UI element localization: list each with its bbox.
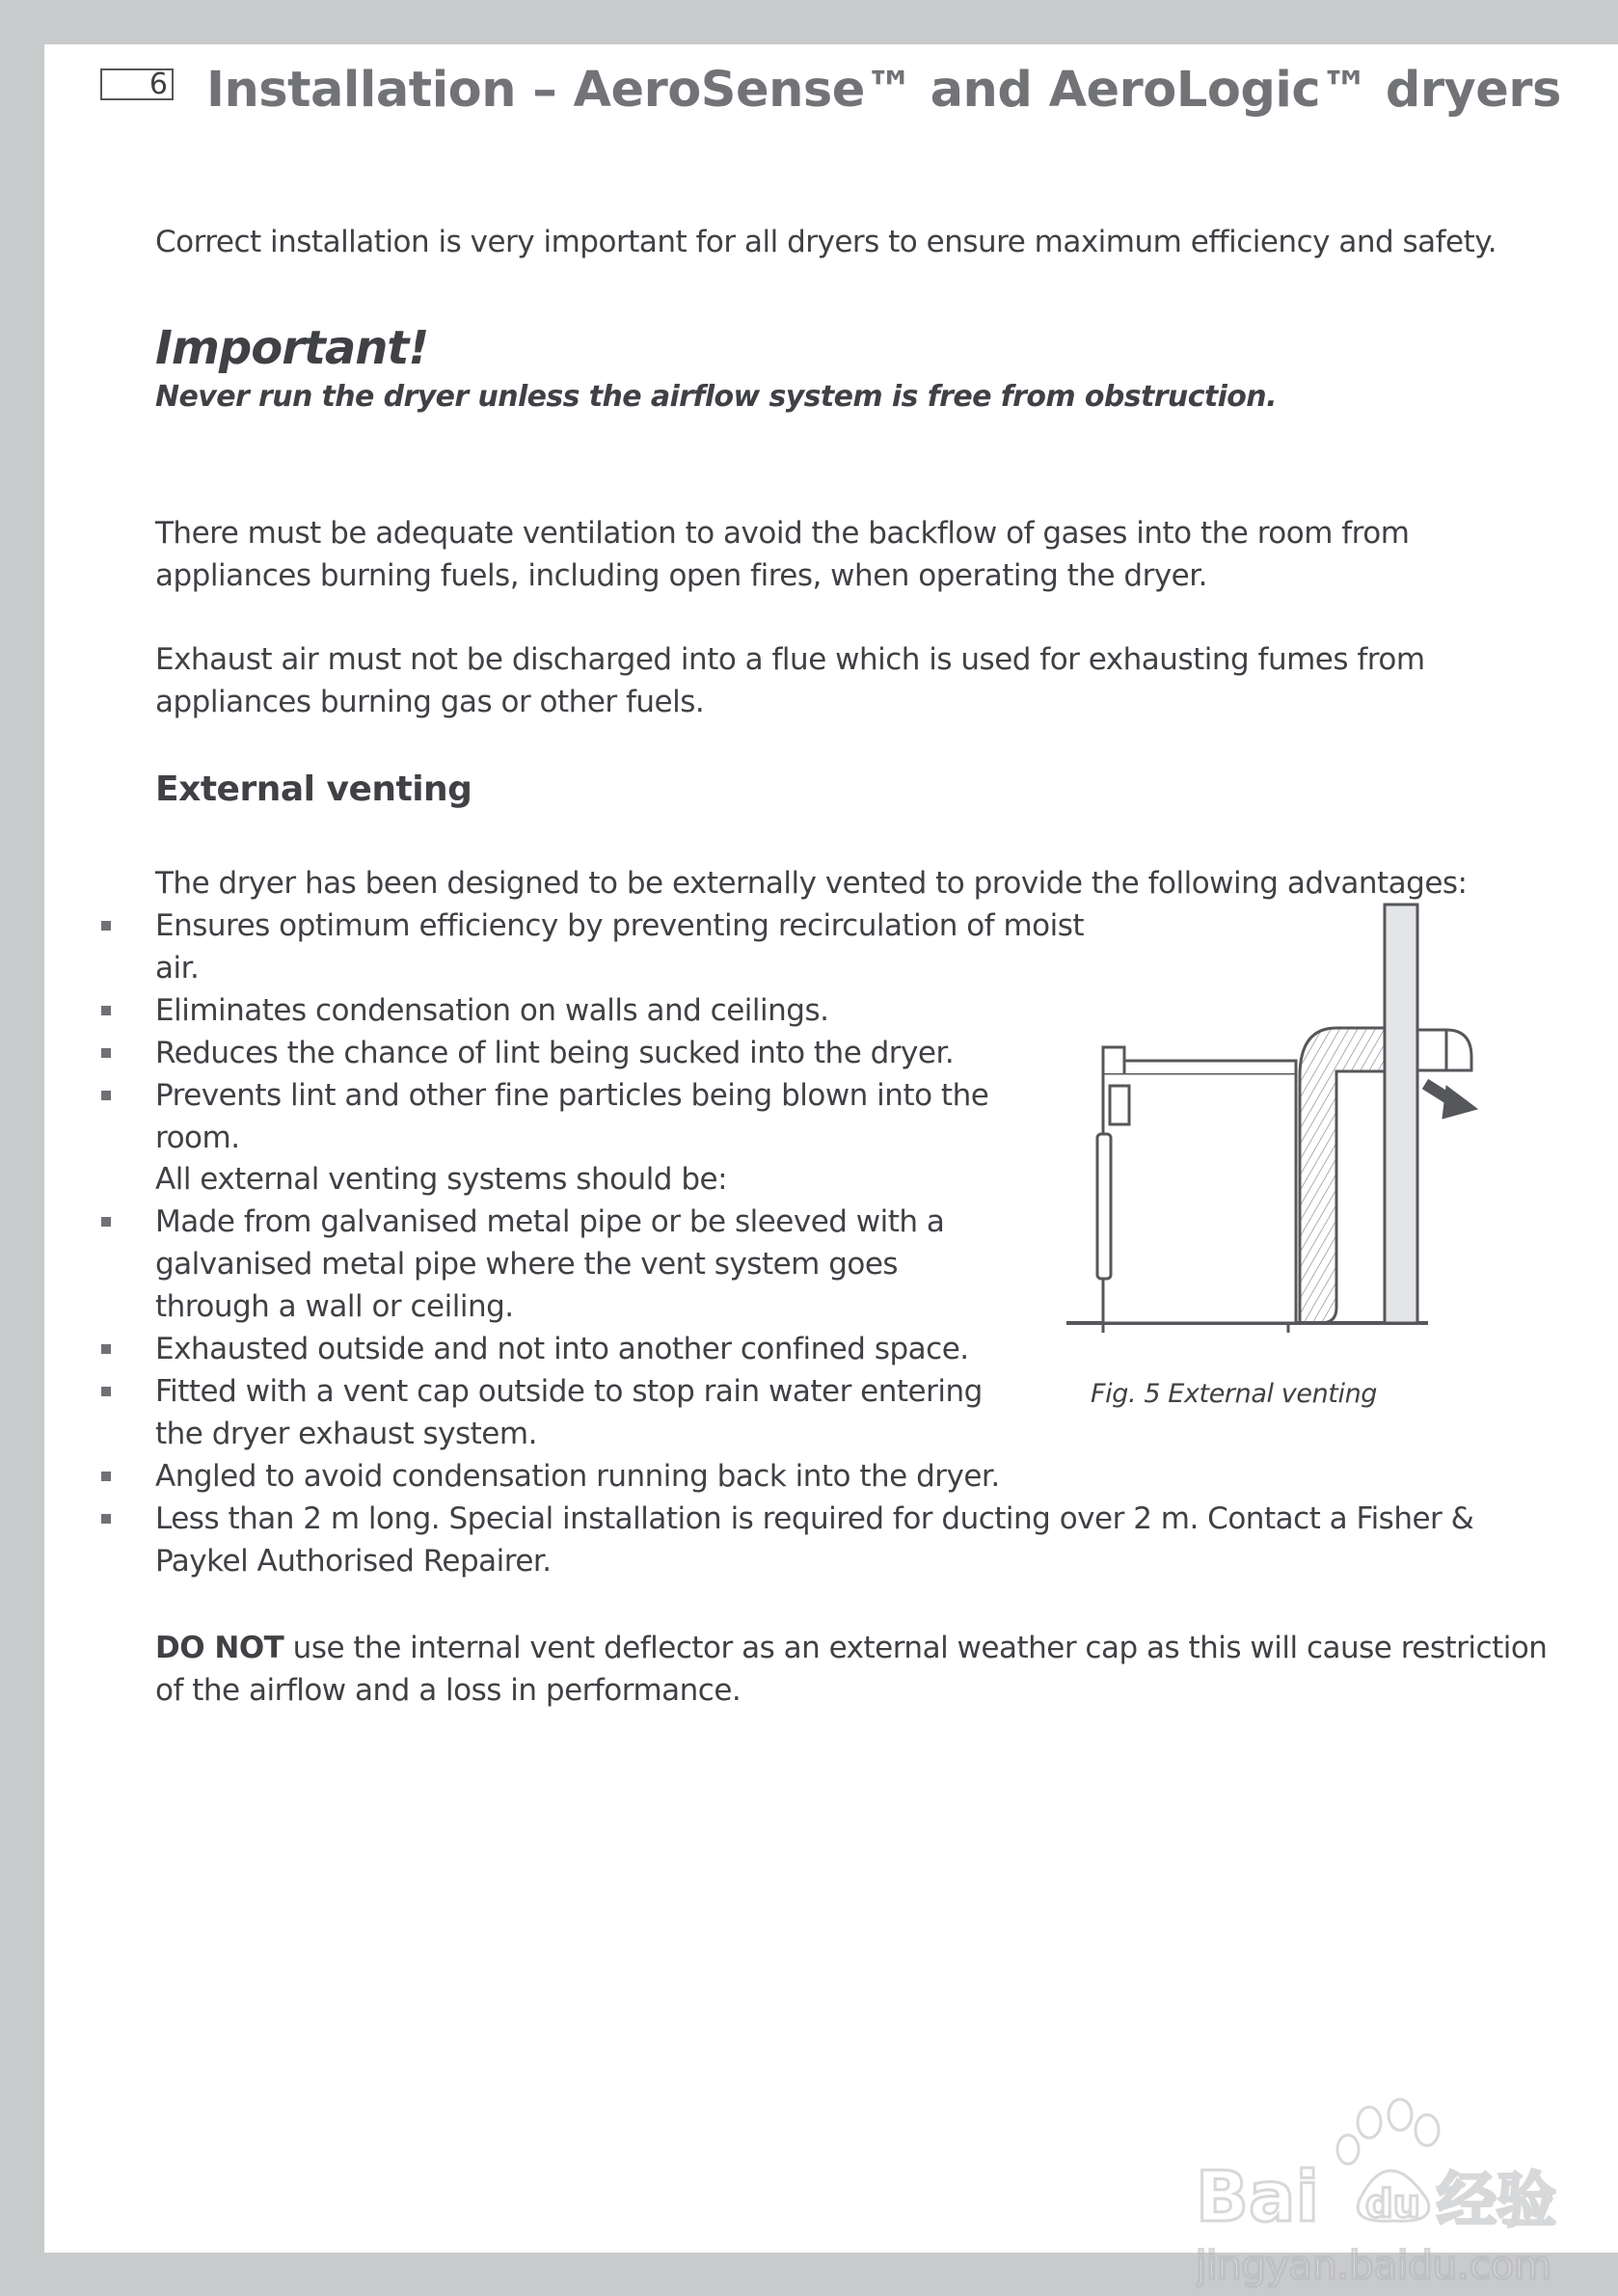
bullet-icon <box>101 1472 111 1481</box>
list-item: Reduces the chance of lint being sucked into the dryer. <box>44 1032 1105 1074</box>
list-item: Prevents lint and other fine particles being blown into the room. <box>44 1074 994 1159</box>
intro-paragraph: Correct installation is very important for all dryers to ensure maximum efficiency and safety. <box>155 225 1497 259</box>
list-item: Fitted with a vent cap outside to stop rain water entering the dryer exhaust system. <box>44 1370 1033 1455</box>
list-item: Made from galvanised metal pipe or be sleeved with a galvanised metal pipe where the vent system goes through a wall or ceiling. <box>44 1201 994 1328</box>
list-item: Angled to avoid condensation running back into the dryer. <box>44 1455 1529 1498</box>
svg-text:du: du <box>1365 2182 1421 2227</box>
dryer-illustration <box>1097 1047 1296 1333</box>
svg-text:Bai: Bai <box>1196 2156 1320 2237</box>
external-venting-intro: The dryer has been designed to be externally vented to provide the following advantages: <box>155 866 1468 901</box>
important-text: Never run the dryer unless the airflow system is free from obstruction. <box>155 380 1277 414</box>
bullet-icon <box>101 1048 111 1058</box>
page-number: 6 <box>100 68 174 100</box>
warning-paragraph <box>155 1627 1573 1712</box>
ventilation-paragraph: There must be adequate ventilation to avoid the backflow of gases into the room from appliances burning fuels, including open fires, when operating the dryer. <box>155 516 1410 593</box>
advantages-list <box>44 905 1105 1159</box>
requirements-intro: All external venting systems should be: <box>155 1162 728 1197</box>
list-item: Ensures optimum efficiency by preventing recirculation of moist air. <box>44 905 1105 989</box>
flexible-duct <box>1300 1028 1385 1323</box>
svg-text:jingyan.baidu.com: jingyan.baidu.com <box>1196 2244 1552 2288</box>
bullet-icon <box>101 1217 111 1227</box>
vent-cap <box>1417 1030 1471 1070</box>
bullet-icon <box>101 1006 111 1015</box>
exhaust-paragraph: Exhaust air must not be discharged into a flue which is used for exhausting fumes from appliances burning gas or other fuels. <box>155 642 1425 719</box>
list-item: Exhausted outside and not into another confined space. <box>44 1328 1529 1370</box>
external-venting-heading: External venting <box>155 770 472 809</box>
warning-text: use the internal vent deflector as an external weather cap as this will cause restriction of the airflow and a loss in performance. <box>155 1631 1548 1708</box>
bullet-icon <box>101 1091 111 1100</box>
list-item: Eliminates condensation on walls and ceilings. <box>44 989 1105 1032</box>
wall <box>1385 905 1417 1323</box>
bullet-icon <box>101 1514 111 1524</box>
page-title: Installation – AeroSense™ and AeroLogic™ dryers <box>206 62 1561 119</box>
external-venting-figure <box>1047 903 1529 1361</box>
important-heading: Important! <box>155 321 429 375</box>
bullet-icon <box>101 1344 111 1354</box>
manual-page <box>44 44 1618 2288</box>
list-item: Less than 2 m long. Special installation is required for ducting over 2 m. Contact a Fisher & Paykel Authorised Repairer. <box>44 1498 1529 1582</box>
bullet-icon <box>101 921 111 931</box>
baidu-watermark-logo <box>1196 2093 1581 2291</box>
figure-caption: Fig. 5 External venting <box>1091 1379 1378 1409</box>
bullet-icon <box>101 1387 111 1396</box>
svg-text:经验: 经验 <box>1437 2165 1557 2235</box>
airflow-arrow-icon <box>1425 1084 1477 1119</box>
warning-strong: DO NOT <box>155 1631 284 1665</box>
